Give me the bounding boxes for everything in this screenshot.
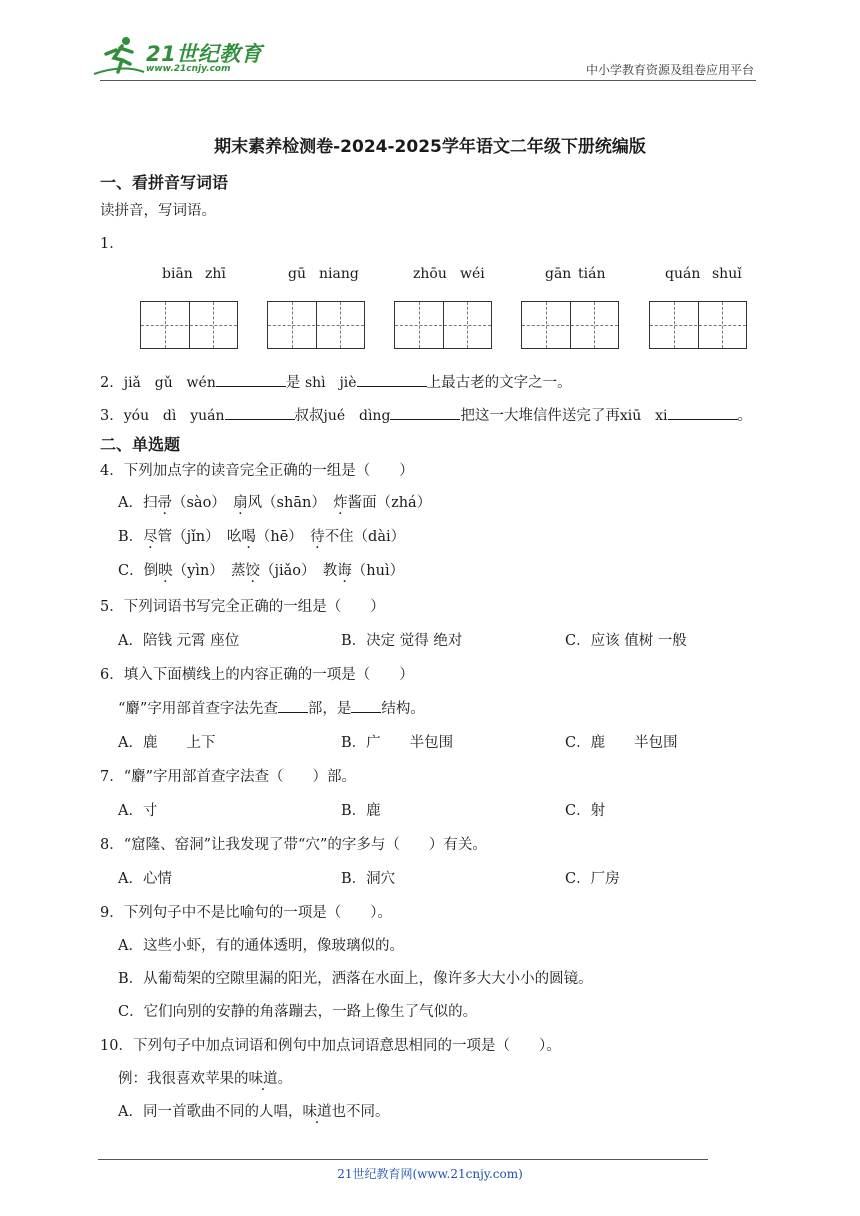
pinyin-1a: biān	[162, 266, 193, 282]
pinyin-4b: tián	[578, 266, 606, 282]
question-6-stem: 6．填入下面横线上的内容正确的一项是（ ）	[100, 667, 414, 683]
question-8-option-b[interactable]: B．洞穴	[341, 871, 396, 887]
question-10-stem: 10．下列句子中加点词语和例句中加点词语意思相同的一项是（ ）。	[100, 1038, 561, 1054]
question-5-option-a[interactable]: A．陪钱 元霄 座位	[118, 633, 240, 649]
pinyin-1b: zhī	[205, 266, 226, 282]
writing-grid-1[interactable]	[140, 301, 238, 349]
pinyin-4a: gān	[545, 266, 572, 282]
question-8-stem: 8．“窟隆、窑洞”让我发现了带“穴”的字多与（ ）有关。	[100, 837, 487, 853]
pinyin-3a: zhōu	[413, 266, 447, 282]
question-8-option-a[interactable]: A．心情	[118, 871, 172, 887]
answer-blank[interactable]	[357, 372, 427, 387]
question-6-option-b[interactable]: B．广 半包围	[341, 735, 454, 751]
question-4-option-a[interactable]: A．扫帚（sào） 扇风（shān） 炸酱面（zhá）	[118, 495, 432, 511]
header-divider	[100, 80, 756, 81]
question-4-option-b[interactable]: B．尽管（jǐn） 吆喝（hē） 待不住（dài）	[118, 529, 406, 545]
question-6-option-a[interactable]: A．鹿 上下	[118, 735, 216, 751]
writing-grid-2[interactable]	[267, 301, 365, 349]
answer-blank[interactable]	[278, 698, 308, 713]
question-10-example: 例：我很喜欢苹果的味道。	[118, 1071, 292, 1087]
question-6-subtext: “麝”字用部首查字法先查 部，是 结构。	[118, 697, 425, 718]
section-heading-pinyin: 一、看拼音写词语	[100, 173, 229, 192]
logo-text: 21世纪教育	[146, 42, 263, 66]
question-1-number: 1．	[100, 236, 124, 252]
pinyin-5a: quán	[665, 266, 701, 282]
answer-blank[interactable]	[225, 405, 295, 420]
footer-link[interactable]: 21世纪教育网(www.21cnjy.com)	[337, 1167, 523, 1181]
answer-blank[interactable]	[390, 405, 460, 420]
pinyin-2b: niang	[319, 266, 359, 282]
question-7-stem: 7．“麝”字用部首查字法查（ ）部。	[100, 769, 357, 785]
question-9-option-a[interactable]: A．这些小虾，有的通体透明，像玻璃似的。	[118, 938, 404, 954]
question-7-option-c[interactable]: C．射	[565, 803, 606, 819]
question-5-option-c[interactable]: C．应该 值树 一般	[565, 633, 687, 649]
logo-url: www.21cnjy.com	[146, 64, 231, 74]
question-2: 2．jiǎ gǔ wén 是 shì jiè 上最古老的文字之一。	[100, 371, 572, 392]
question-8-option-c[interactable]: C．厂房	[565, 871, 620, 887]
question-9-option-c[interactable]: C．它们向别的安静的角落蹦去，一路上像生了气似的。	[118, 1004, 478, 1020]
question-7-option-b[interactable]: B．鹿	[341, 803, 381, 819]
pinyin-5b: shuǐ	[712, 266, 742, 282]
pinyin-2a: gū	[288, 266, 306, 282]
writing-grid-5[interactable]	[649, 301, 747, 349]
page-title: 期末素养检测卷-2024-2025学年语文二年级下册统编版	[214, 137, 646, 157]
question-6-option-c[interactable]: C．鹿 半包围	[565, 735, 678, 751]
footer-divider	[98, 1159, 708, 1160]
question-4-option-c[interactable]: C．倒映（yìn） 蒸饺（jiǎo） 教诲（huì）	[118, 563, 405, 579]
header-platform: 中小学教育资源及组卷应用平台	[585, 63, 754, 77]
question-3: 3．yóu dì yuán 叔叔jué dìng 把这一大堆信件送完了再xiū xi 。	[100, 404, 752, 425]
question-4-stem: 4．下列加点字的读音完全正确的一组是（ ）	[100, 463, 414, 479]
answer-blank[interactable]	[351, 698, 381, 713]
question-9-option-b[interactable]: B．从葡萄架的空隙里漏的阳光，洒落在水面上，像许多大大小小的圆镜。	[118, 971, 593, 987]
answer-blank[interactable]	[216, 372, 286, 387]
section-heading-single-choice: 二、单选题	[100, 435, 181, 454]
question-9-stem: 9．下列句子中不是比喻句的一项是（ ）。	[100, 905, 392, 921]
question-5-option-b[interactable]: B．决定 觉得 绝对	[341, 633, 463, 649]
pinyin-3b: wéi	[460, 266, 485, 282]
question-5-stem: 5．下列词语书写完全正确的一组是（ ）	[100, 599, 385, 615]
question-7-option-a[interactable]: A．寸	[118, 803, 158, 819]
writing-grid-3[interactable]	[394, 301, 492, 349]
answer-blank[interactable]	[668, 405, 738, 420]
writing-grid-4[interactable]	[521, 301, 619, 349]
instruction-text: 读拼音，写词语。	[100, 203, 216, 219]
question-10-option-a[interactable]: A．同一首歌曲不同的人唱，味道也不同。	[118, 1104, 390, 1120]
